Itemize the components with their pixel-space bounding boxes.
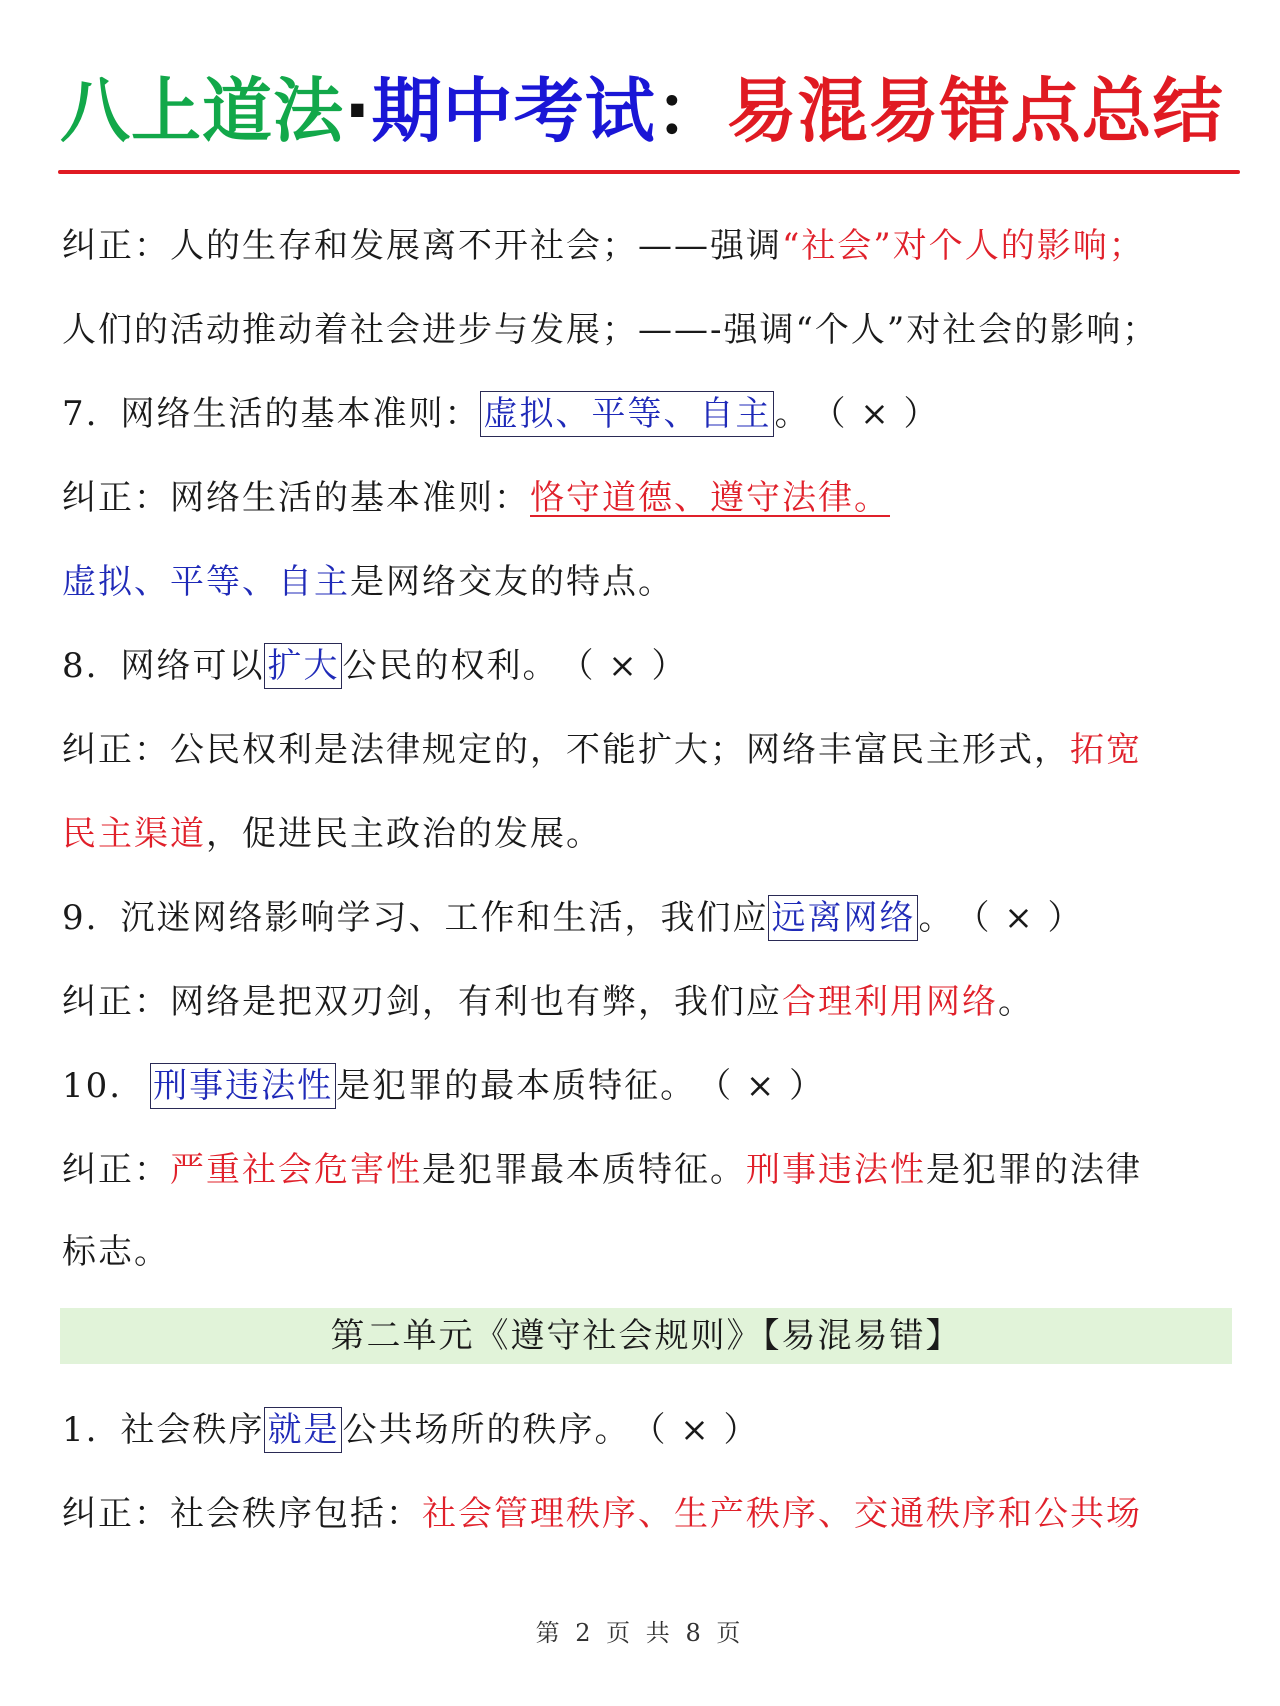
correction-9 xyxy=(62,980,1242,1024)
answer-text: 拓宽 xyxy=(1070,730,1142,770)
correction-text: 。 xyxy=(998,982,1034,1022)
emphasis-text: 虚拟、平等、自主 xyxy=(62,562,350,602)
correction-line-2 xyxy=(62,308,1242,352)
title-exam: 期中考试 xyxy=(371,70,656,152)
question-text: 网络生活的基本准则： xyxy=(120,394,481,434)
question-number: 9. xyxy=(62,898,99,938)
correction-text: 人们的活动推动着社会进步与发展；——-强调“个人”对社会的影响； xyxy=(62,310,1159,350)
question-10 xyxy=(62,1064,1242,1108)
correction-8-cont xyxy=(62,812,1242,856)
question-8 xyxy=(62,644,1242,688)
correction-text: 标志。 xyxy=(62,1232,170,1272)
page-title xyxy=(60,66,1240,156)
correction-text: 是犯罪最本质特征。 xyxy=(422,1150,746,1190)
title-dot: · xyxy=(344,70,372,152)
error-box: 虚拟、平等、自主 xyxy=(480,391,774,437)
unit2-correction-1 xyxy=(62,1492,1242,1536)
correction-line-1 xyxy=(62,224,1242,268)
unit2-question-1 xyxy=(62,1408,1242,1452)
error-box: 远离网络 xyxy=(768,895,918,941)
wrong-mark: （ × ） xyxy=(972,898,1084,938)
section-title: 第二单元《遵守社会规则》【易混易错】 xyxy=(330,1316,962,1356)
question-text: 公共场所的秩序。 xyxy=(342,1410,631,1450)
page-number: 第 2 页 共 8 页 xyxy=(535,1619,745,1647)
wrong-mark: （ × ） xyxy=(648,1410,760,1450)
title-topic: 易混易错点总结 xyxy=(726,70,1224,152)
question-number: 7. xyxy=(62,394,99,434)
question-number: 10. xyxy=(62,1066,123,1106)
error-box: 刑事违法性 xyxy=(150,1063,336,1109)
question-text: 。 xyxy=(774,394,811,434)
wrong-mark: （ × ） xyxy=(576,646,688,686)
error-box: 扩大 xyxy=(264,643,342,689)
correction-text: 纠正：人的生存和发展离不开社会；——强调 xyxy=(62,226,782,266)
correction-8 xyxy=(62,728,1242,772)
question-text: 沉迷网络影响学习、工作和生活，我们应 xyxy=(120,898,769,938)
title-divider xyxy=(58,170,1240,174)
title-colon: ： xyxy=(655,70,727,152)
correction-text: 纠正：公民权利是法律规定的，不能扩大；网络丰富民主形式， xyxy=(62,730,1070,770)
question-text: 公民的权利。 xyxy=(342,646,559,686)
answer-text: 严重社会危害性 xyxy=(170,1150,422,1190)
wrong-mark: （ × ） xyxy=(828,394,940,434)
question-text: 。 xyxy=(918,898,955,938)
correction-text: 纠正：网络是把双刃剑，有利也有弊，我们应 xyxy=(62,982,782,1022)
correction-text: 是网络交友的特点。 xyxy=(350,562,674,602)
question-text: 网络可以 xyxy=(120,646,265,686)
title-subject: 八上道法 xyxy=(60,70,344,152)
answer-text: 民主渠道 xyxy=(62,814,206,854)
correction-10 xyxy=(62,1148,1242,1192)
question-number: 8. xyxy=(62,646,99,686)
error-box: 就是 xyxy=(264,1407,342,1453)
question-text: 是犯罪的最本质特征。 xyxy=(336,1066,697,1106)
question-number: 1. xyxy=(62,1410,99,1450)
correction-10-cont xyxy=(62,1230,1242,1274)
emphasis-text: “社会”对个人的影响； xyxy=(782,226,1145,266)
answer-text: 恪守道德、遵守法律。 xyxy=(530,478,890,518)
correction-text: 是犯罪的法律 xyxy=(926,1150,1142,1190)
correction-7 xyxy=(62,476,1242,520)
question-text: 社会秩序 xyxy=(120,1410,265,1450)
answer-text: 合理利用网络 xyxy=(782,982,998,1022)
answer-text: 社会管理秩序、生产秩序、交通秩序和公共场 xyxy=(422,1494,1142,1534)
correction-text: 纠正： xyxy=(62,1150,170,1190)
answer-text: 刑事违法性 xyxy=(746,1150,926,1190)
correction-text: 纠正：社会秩序包括： xyxy=(62,1494,422,1534)
correction-text: ，促进民主政治的发展。 xyxy=(206,814,602,854)
wrong-mark: （ × ） xyxy=(714,1066,826,1106)
correction-text: 纠正：网络生活的基本准则： xyxy=(62,478,530,518)
question-9 xyxy=(62,896,1242,940)
correction-7-extra xyxy=(62,560,1242,604)
question-7 xyxy=(62,392,1242,436)
